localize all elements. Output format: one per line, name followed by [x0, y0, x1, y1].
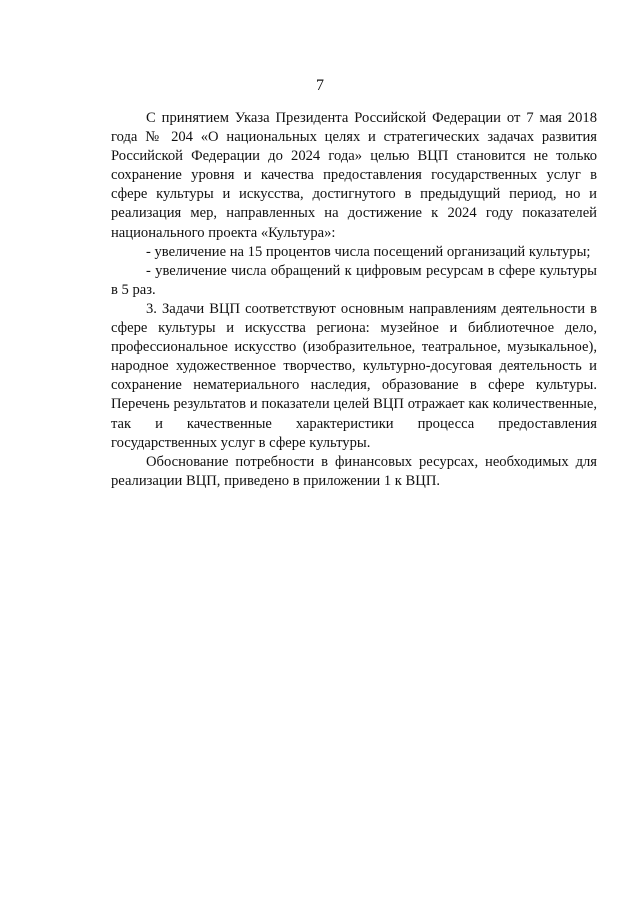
paragraph-funding: Обоснование потребности в финансовых ресурсах, необходимых для реализации ВЦП, приведено в приложении 1 к ВЦП.	[111, 453, 597, 489]
list-item-visits: - увеличение на 15 процентов числа посещений организаций культуры;	[146, 243, 591, 260]
document-body	[111, 109, 597, 491]
paragraph-intro: С принятием Указа Президента Российской Федерации от 7 мая 2018 года № 204 «О национальных целях и стратегических задачах развития Российской Федерации до 2024 года» целью ВЦП становится не только сохранение уровня и качества предоставления государственных услуг в сфере культуры и искусства, достигнутого в предыдущий период, но и реализация мер, направленных на достижение к 2024 году показателей национального проекта «Культура»:	[111, 110, 597, 241]
paragraph-tasks: 3. Задачи ВЦП соответствуют основным направлениям деятельности в сфере культуры и искусства региона: музейное и библиотечное дело, профессиональное искусство (изобразительное, театральное, музыкальное), народное художественное творчество, культурно-досуговая деятельность и сохранение нематериального наследия, образование в сфере культуры. Перечень результатов и показатели целей ВЦП отражает как количественные, так и качественные характеристики процесса предоставления государственных услуг в сфере культуры.	[111, 300, 597, 451]
list-item-digital-resources: - увеличение числа обращений к цифровым ресурсам в сфере культуры в 5 раз.	[111, 262, 597, 298]
page-number: 7	[316, 77, 324, 94]
